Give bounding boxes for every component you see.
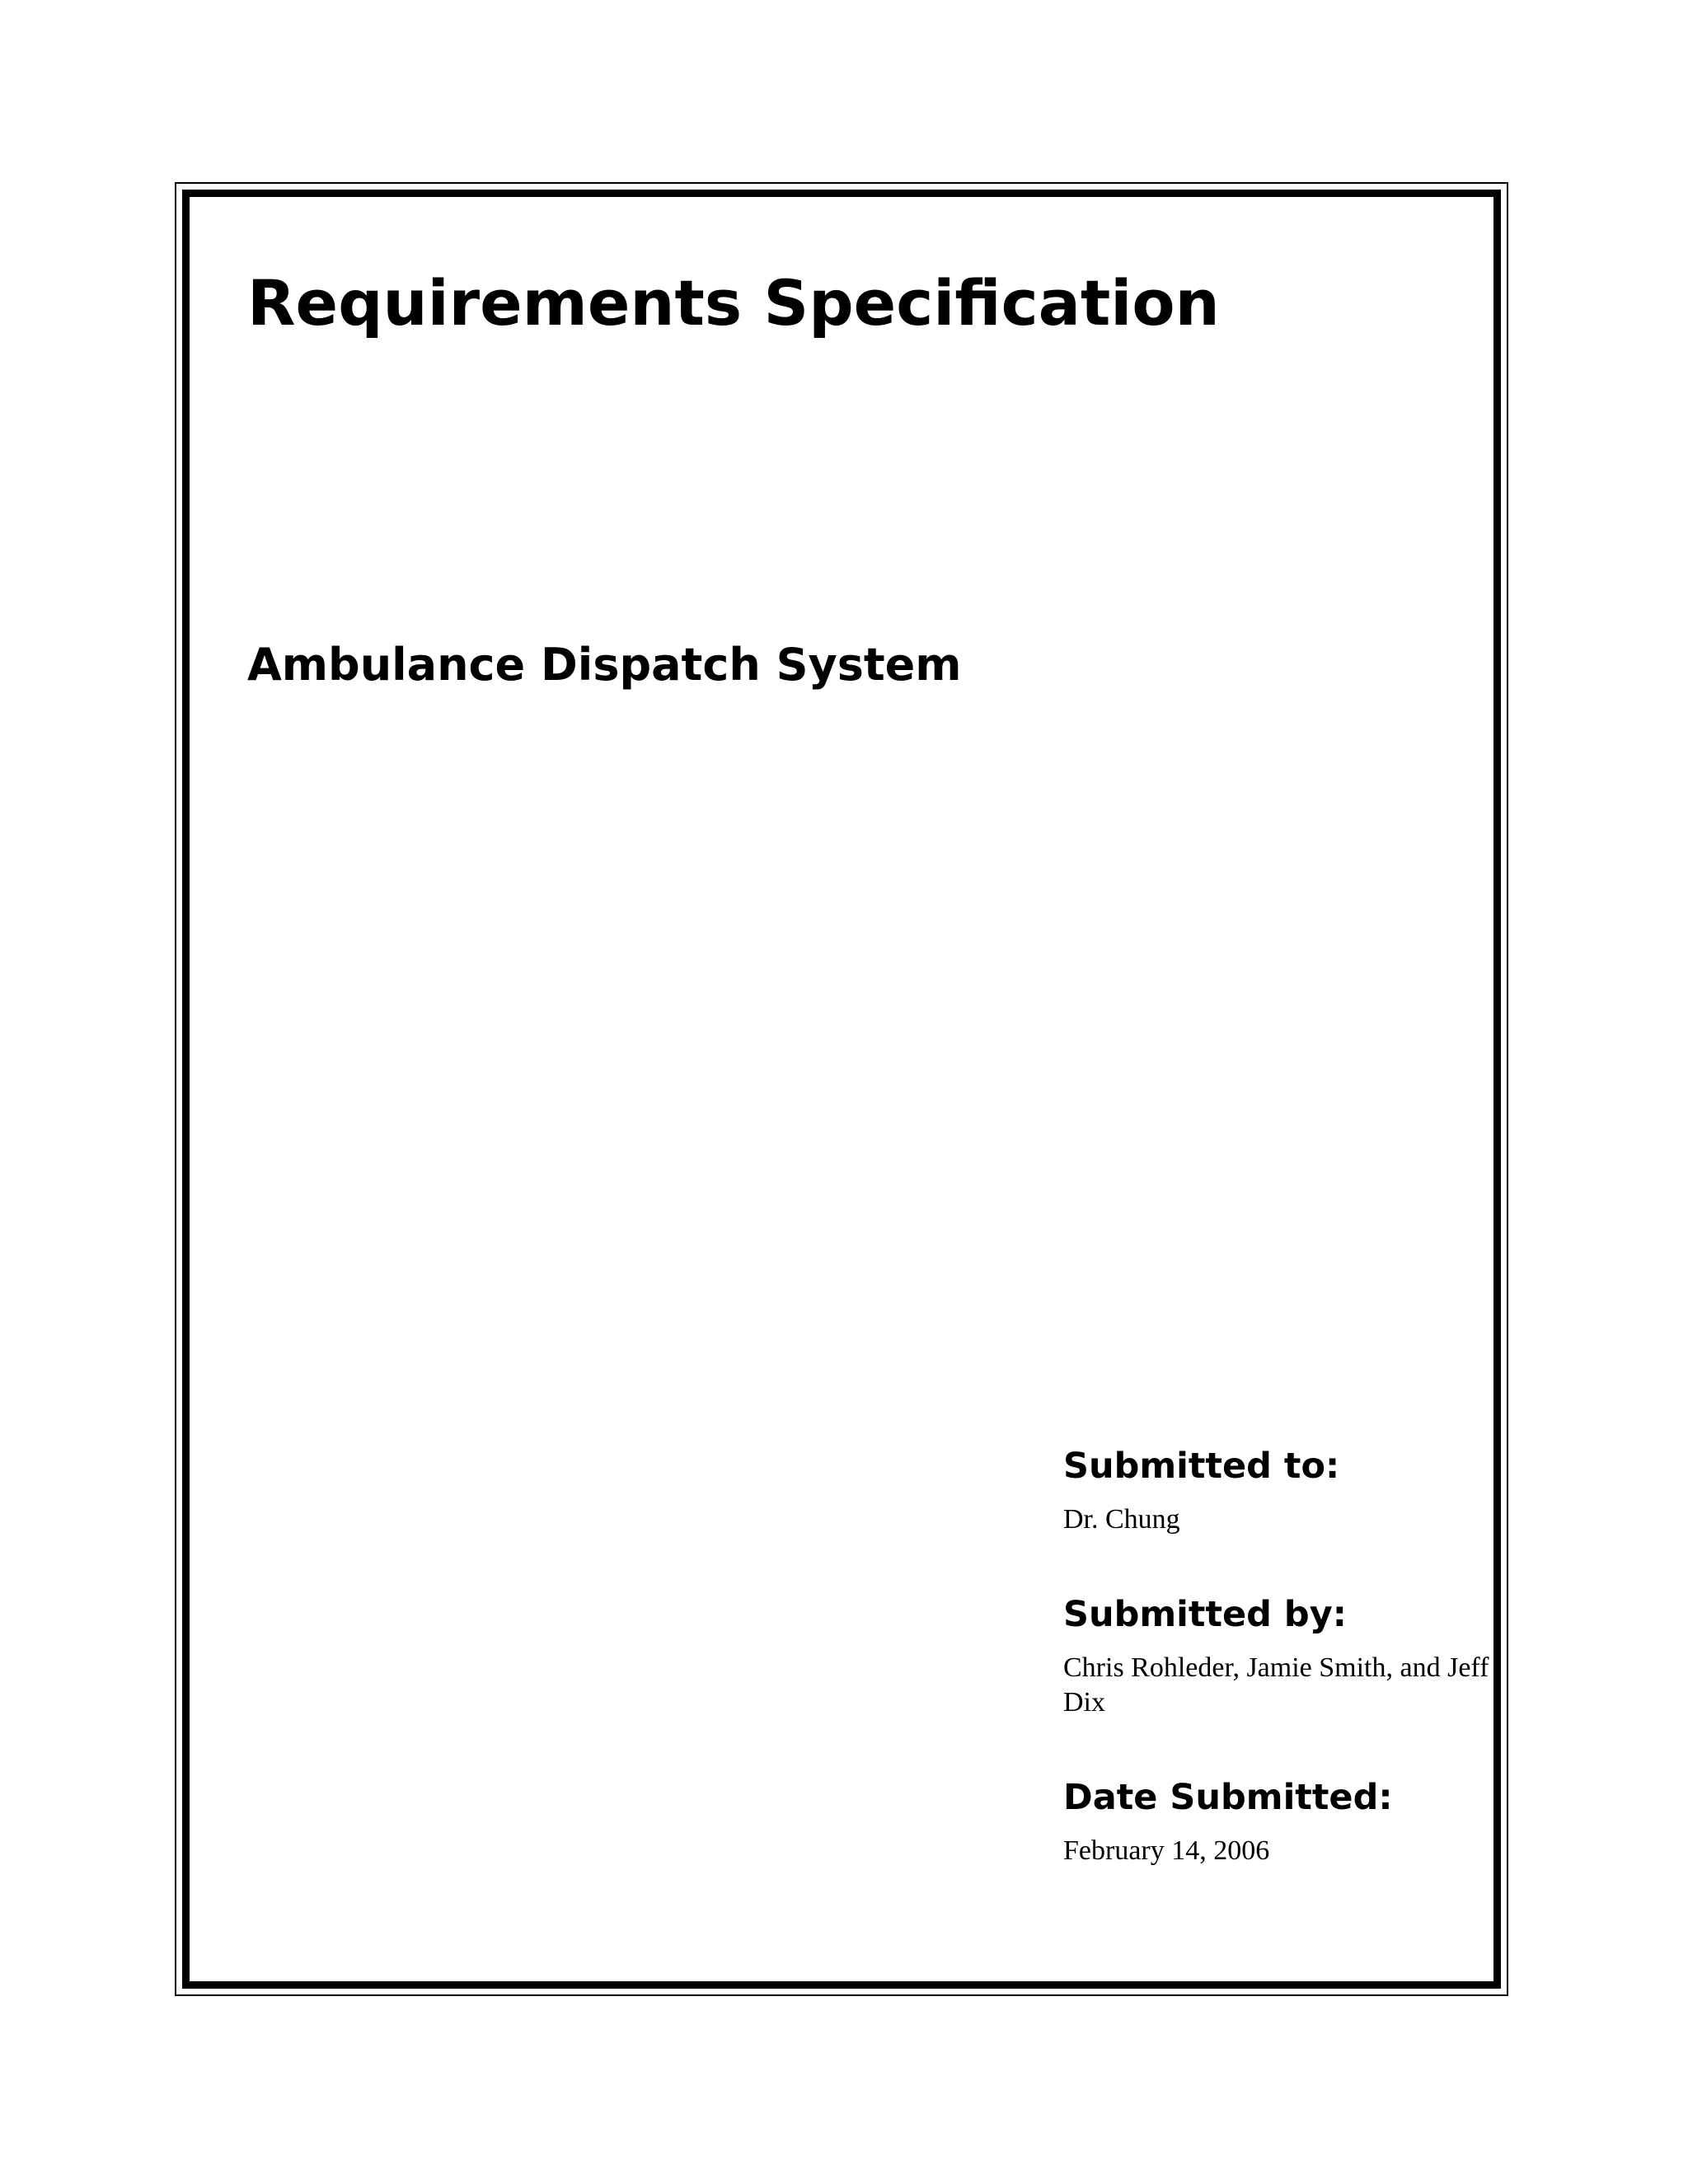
date-submitted-heading: Date Submitted: — [1063, 1777, 1393, 1818]
submitted-to-section — [1063, 1446, 1492, 1537]
date-submitted-section — [1063, 1777, 1492, 1868]
submitted-to-value: Dr. Chung — [1063, 1504, 1180, 1535]
submitted-by-heading: Submitted by: — [1063, 1594, 1347, 1635]
submitted-by-value: Chris Rohleder, Jamie Smith, and Jeff Dix — [1063, 1652, 1489, 1718]
submitted-by-section — [1063, 1594, 1492, 1720]
document-subtitle: Ambulance Dispatch System — [247, 639, 962, 691]
document-title: Requirements Specification — [247, 266, 1220, 340]
date-submitted-value: February 14, 2006 — [1063, 1835, 1270, 1866]
submitted-to-heading: Submitted to: — [1063, 1446, 1340, 1487]
